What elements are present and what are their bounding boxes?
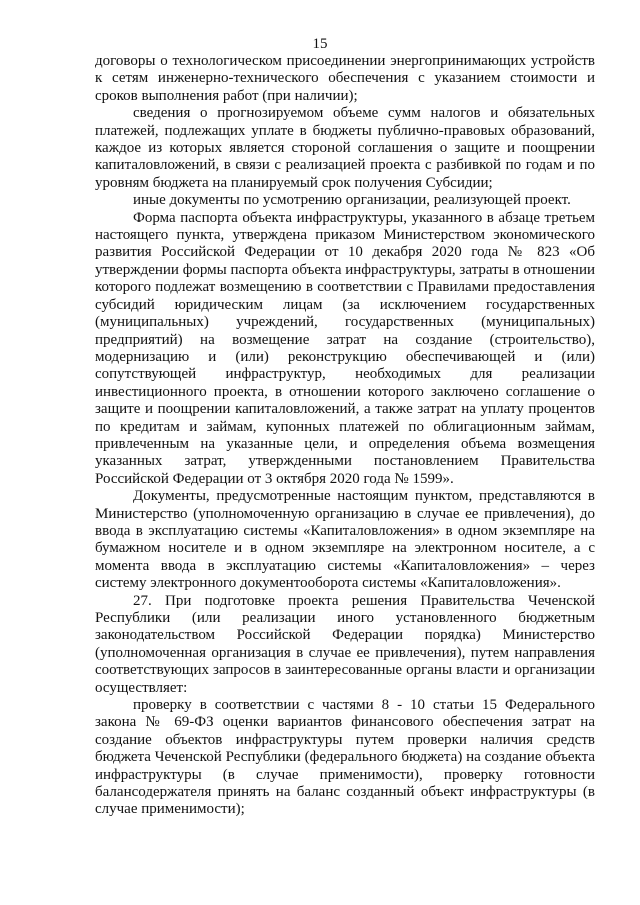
paragraph: договоры о технологическом присоединении энергопринимающих устройств к сетям инженерно-технического обеспечения с указанием стоимости и сроков выполнения работ (при наличии);: [95, 53, 595, 104]
paragraph: Форма паспорта объекта инфраструктуры, указанного в абзаце третьем настоящего пункта, утверждена приказом Министерством экономического развития Российской Федерации от 10 декабря 2020 года № 823 «Об утверждении формы паспорта объекта инфраструктуры, затраты в отношении которого подлежат возмещению в соответствии с Правилами предоставления субсидий юридическим лицам (за исключением государственных (муниципальных) учреждений, государственных (муниципальных) предприятий) на возмещение затрат на создание (строительство), модернизацию и (или) реконструкцию обеспечивающей и (или) сопутствующей инфраструктур, необходимых для реализации инвестиционного проекта, в отношении которого заключено соглашение о защите и поощрении капиталовложений, а также затрат на уплату процентов по кредитам и займам, купонных платежей по облигационным займам, привлеченным на указанные цели, и определения объема возмещения указанных затрат, утвержденными постановлением Правительства Российской Федерации от 3 октября 2020 года № 1599».: [95, 209, 595, 487]
paragraph: сведения о прогнозируемом объеме сумм налогов и обязательных платежей, подлежащих уплате в бюджеты публично-правовых образований, каждое из которых является стороной соглашения о защите и поощрении капиталовложений, в связи с реализацией проекта с разбивкой по годам и по уровням бюджета на планируемый срок получения Субсидии;: [95, 105, 595, 191]
paragraph: 27. При подготовке проекта решения Правительства Чеченской Республики (или реализации иного установленного бюджетным законодательством Российской Федерации порядка) Министерство (уполномоченная организация в случае ее привлечения), путем направления соответствующих запросов в заинтересованные органы власти и организации осуществляет:: [95, 592, 595, 696]
document-body: [95, 53, 595, 819]
paragraph: иные документы по усмотрению организации, реализующей проект.: [133, 192, 571, 209]
paragraph: Документы, предусмотренные настоящим пунктом, представляются в Министерство (уполномоченную организацию в случае ее привлечения), до ввода в эксплуатацию системы «Капиталовложения» в одном экземпляре на бумажном носителе и в одном экземпляре на электронном носителе, а с момента ввода в эксплуатацию системы «Капиталовложения» – через систему электронного документооборота системы «Капиталовложения».: [95, 488, 595, 592]
paragraph: проверку в соответствии с частями 8 - 10 статьи 15 Федерального закона № 69-ФЗ оценки вариантов финансового обеспечения затрат на создание объектов инфраструктуры путем проверки наличия средств бюджета Чеченской Республики (федерального бюджета) на создание объекта инфраструктуры (в случае применимости), проверку готовности балансодержателя принять на баланс созданный объект инфраструктуры (в случае применимости);: [95, 697, 595, 818]
page-number: 15: [312, 36, 328, 52]
